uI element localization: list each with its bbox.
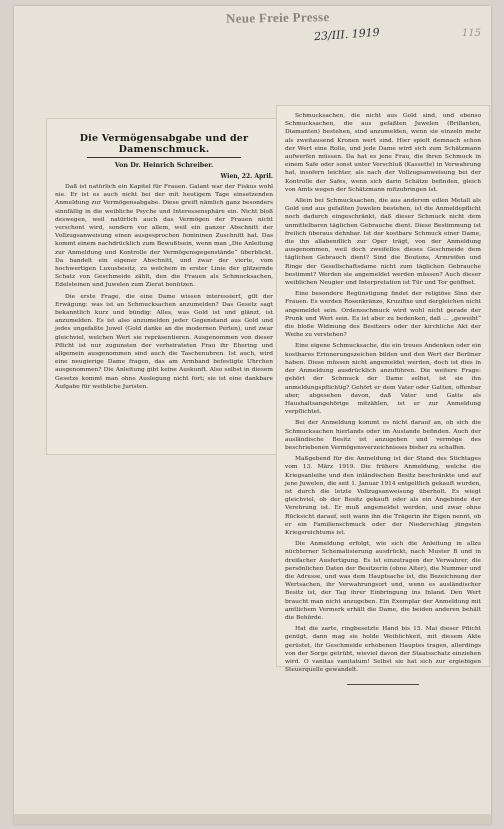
archive-number: 115 [461,28,481,39]
article-end-rule [347,684,419,685]
scanned-page [14,6,491,824]
handwritten-date: 23/III. 1919 [313,25,381,44]
article-byline: Von Dr. Heinrich Schreiber. [114,161,214,169]
newspaper-stamp: Neue Freie Presse [225,9,330,26]
paragraph: Die erste Frage, die eine Dame wissen interessiert, gilt der Erwägung: was ist an Schmucksachen anzumelden? Das Gesetz sagt bekanntlich kurz und bündig: Alles, was Gold ist und glänzt, ist anzumelden. Es ist also anzumelden jeder Gegenstand aus Gold und jedes ungefaßte Juwel (Gold danke an die modernen Perlen), und zwar gleichviel, welchen Wert sie repräsentieren. Ausgenommen von dieser Pflicht ist nur zugunsten der verheirateten Frau ihr Ehering und allgemein ausgenommen sind auch die Taschenuhren. Ist auch, wird eine neugierige Dame fragen, das am Armband befestigte Uhrchen ausgenommen? Die Anleitung gibt keine Auskunft. Also selbst in diesem Gesetze kommt man ohne Auslegung nicht fort; sie ist eine dankbare Aufgabe für weibliche Juristen. [55,293,273,390]
paragraph: Bei der Anmeldung kommt es nicht darauf an, ob sich die Schmucksachen hierlands oder im Auslande befinden. Auch der ausländische Besitz ist anzugeben und vermöge des beschriebenen Vermögensverzeichnisses bisher zu schaffen. [285,420,481,451]
paragraph: Hat die zarte, ringbesetzte Hand bis 15. Mai dieser Pflicht genügt, dann mag sie holde Weiblichkeit, mit diesem Akte gerüstet, ihr Geschmeide erhobenen Hauptes tragen, allerdings von der Sorge getrübt, wieviel davon der Staatsschatz einziehen wird. O vanitas vanitatum! Selbst sie hat sich zur ergiebigen Steuerquelle gewandelt. [285,626,481,674]
paragraph: Daß ist natürlich ein Kapitel für Frauen. Galant war der Fiskus wohl nie. Er ist es auch nicht bei der mit heutigem Tage einsetzenden Anmeldung zur Vermögensabgabe. Diese greift nämlich ganz besonders sinnfällig in die weibliche Psyche und Interessensphäre ein. Nicht bloß deswegen, weil natürlich auch das Vermögen der Frauen nicht verschont wird, sondern vor allem, weil ein ganzer Abschnitt der Vollzugsanweisung einen ausgesprochen femininen Zuschnitt hat. Das kommt einem nachdrücklich zum Bewußtsein, wenn man „Die Anleitung zur Anmeldung und Kontrolle der Vermögensgegenstände“ überblickt. Da handelt ein eigener Abschnitt, und zwar der vierte, vom hochwertigen Luxusbesitz, zu welchem in erster Linie der glitzernde Schatz von Geschmeide zählt, den die Frauen als Schmucksachen, Edelsteinen und Juwelen zum Zierat benützen. [55,184,273,289]
page-bottom-edge [14,814,491,824]
paragraph: Maßgebend für die Anmeldung ist der Stand des Stichtages vom 13. März 1919. Die frühere Anmeldung, welche die Kriegsanleihe und den inländischen Besitz beschränkte und auf jene Juwelen, die seit 1. Januar 1914 entgeltlich gekauft wurden, ist durch die letzte Vollzugsanweisung überholt. Es wiegt gleichviel, ob der Besitz gekauft oder als ein Angebinde der Verehrung ist. Er muß angemeldet werden, und zwar ohne Rücksicht darauf, seit wann ihn die Trägerin ihr Eigen nennt, ob er ein Familienschmuck oder der Niederschlag jüngsten Kriegsreichtums ist. [285,456,481,536]
article-dateline: Wien, 22. April. [220,173,273,180]
headline-rule [87,157,241,158]
paragraph: Die Anmeldung erfolgt, wie sich die Anleitung in allzu nüchterner Schematisierung ausdrückt, nach Muster B und in dreifacher Ausfertigung. Es ist einzutragen der Verwahrer, die persönlichen Daten der Besitzerin (ohne Alter), die Nummer und die Adresse, und was dem Hauptsache ist, die Bezeichnung der Wertsachen, ihr Verwahrungsort und, wenn es ausländischer Besitz ist, der Tag ihrer Einbringung ins Inland. Den Wert braucht man nicht anzugeben. Ein Exemplar der Anmeldung mit amtlichem Vermerk erhält die Dame, die beiden anderen behält die Behörde. [285,541,481,621]
paragraph: Eine eigene Schmucksache, die ein treues Andenken oder ein kostbares Erinnerungszeichen bilden und den Wert der Berliner haben. Diese müssen nicht angemeldet werden, doch ist dies in der Anmeldung ausdrücklich anzuführen. Die weitere Frage: gehört der Schmuck der Dame selbst, ist sie ihn anmeldungspflichtig? Gehört er dem Vater oder Gatten, offenbar aber, abgesehen davon, daß Vater und Gatte als Haushaltsangehörige mitzählen, ist er zur Anmeldung verpflichtet. [285,343,481,416]
article-headline: Die Vermögensabgabe und der Damenschmuck. [79,133,249,155]
paragraph: Eine besondere Begünstigung findet der religiöse Sinn der Frauen. Es werden Rosenkränze, Kruzifixe und dergleichen nicht angemeldet sein. Ordensschmuck wird wohl nicht gerade der Prunk und Wert sein. Es ist aber zu bedenken, daß ... „geweiht“ die bloße Widmung des Besitzers oder der kirchliche Akt der Weihe zu verstehen? [285,291,481,339]
clipping-column-1 [46,118,282,455]
clipping-column-2 [276,105,490,674]
paragraph: Schmucksachen, die nicht aus Gold sind, und ebenso Schmucksachen, die aus gefaßten Juwelen (Brillanten, Diamanten) bestehen, sind anzumelden, wenn sie einzeln mehr als zweitausend Kronen wert sind. Hier spielt demnach schon der Wert eine Rolle, und jede Dame wird sich zum Schätzmann aufwerfen müssen. Da hat es jene Frau, die ihren Schmuck in einem Safe oder sonst unter Verschluß (Kassette) in Verwahrung hat, insofern leichter, als nach der Vollzugsanweisung bei der Kontrolle der Safes, wenn sich darin Schätze befinden, gleich von Amts wegen der Schätzmann mitzubringen ist. [285,113,481,193]
paragraph: Allein bei Schmucksachen, die aus anderem edlen Metall als Gold und aus gefaßten Juwelen bestehen, ist die Anmeldepflicht noch dadurch eingeschränkt, daß dieser Schmuck nicht dem unmittelbaren täglichen Gebrauche dient. Diese Bestimmung ist freilich überaus dehnbar. Ist der kostbare Schmuck einer Dame, die ihn allabendlich zur Oper trägt, von der Anmeldung ausgenommen, weil doch zweifellos dieses Geschmeide dem täglichen Gebrauch dient? Sind die Boutons, Armreifen und Ringe der Gesellschaftsdame nicht zum täglichen Gebrauche bestimmt? Werden sie angemeldet werden müssen? Auch dieser weiblichen Neugier und Interpretation ist Tür und Tor geöffnet. [285,198,481,287]
